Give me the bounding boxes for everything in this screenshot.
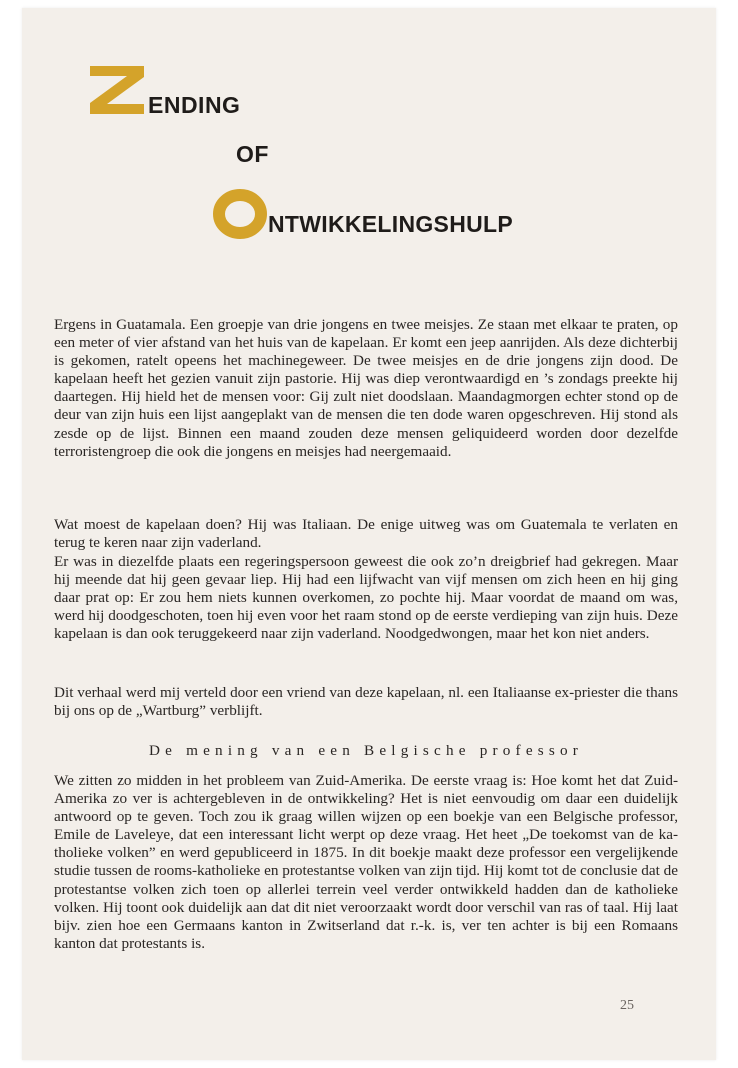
title-line-1: ENDING [148, 92, 241, 118]
paragraph-3: Er was in diezelfde plaats een regeringspersoon geweest die ook zo’n dreigbrief had gekregen. Maar hij meende dat hij geen gevaar liep. Hij had een lijfwacht van vijf mensen om zich heen en hij ging daar prat op: Er zou hem niets kunnen overkomen, zo pochte hij. Maar voordat de maand om was, werd hij doodgeschoten, toen hij even voor het raam stond op de eerste verdieping van zijn huis. Deze kapelaan is dan ook teruggekeerd naar zijn vaderland. Noodgedwongen, maar het kon niet anders. [54, 553, 678, 643]
title-line-3: NTWIKKELINGSHULP [268, 211, 514, 237]
paragraph-1: Ergens in Guatamala. Een groepje van drie jongens en twee meisjes. Ze staan met elkaar te praten, op een meter of vier afstand van het huis van de kapelaan. Er komt een jeep aanrijden. Als deze dichterbij is gekomen, ratelt opeens het machinegeweer. De twee meisjes en de drie jongens zijn dood. De kapelaan heeft het gezien vanuit zijn pastorie. Hij was diep verontwaardigd en ’s zondags preekte hij daartegen. Hij hield het de mensen voor: Gij zult niet doodslaan. Maandagmorgen echter stond op de deur van zijn huis een lijst aangeplakt van de mensen die ten dode waren opgeschreven. Hij stond als zesde op de lijst. Binnen een maand zouden deze mensen geliquideerd worden door dezelfde terroristengroep die ook die jongens en meisjes had neergemaaid. [54, 316, 678, 460]
paragraph-4: Dit verhaal werd mij verteld door een vriend van deze kapelaan, nl. een Italiaanse ex-priester die thans bij ons op de „Wartburg” verblijft. [54, 684, 678, 720]
paragraph-5: We zitten zo midden in het probleem van Zuid-Amerika. De eerste vraag is: Hoe komt het dat Zuid-Amerika zo ver is achtergebleven in de ontwikkeling? Het is niet eenvoudig om daar een duidelijk antwoord op te geven. Toch zou ik graag willen wijzen op een boekje van een Belgische professor, Emile de Laveleye, dat een interessant licht werpt op deze vraag. Het heet „De toekomst van de katholieke volken” en werd gepubliceerd in 1875. In dit boekje maakt deze professor een vergelijkende studie tussen de rooms-katholieke en protestantse volken van zijn tijd. Hij komt tot de conclusie dat de protestantse volken zich toen op allerlei terrein veel verder ontwikkeld hadden dan de katholieke volken. Hij toont ook duidelijk aan dat dit niet veroorzaakt wordt door verschil van ras of taal. Hij laat bijv. zien hoe een Germaans kanton in Zwitserland dat r.-k. is, ver ten achter is bij een Romaans kanton dat protestants is. [54, 772, 678, 952]
paragraph-2: Wat moest de kapelaan doen? Hij was Italiaan. De enige uitweg was om Guatemala te verlaten en terug te keren naar zijn vaderland. [54, 516, 678, 552]
title-initial-o [212, 188, 268, 240]
letter-o-shape [219, 195, 261, 233]
title-line-2: OF [236, 141, 269, 167]
letter-z-shape [90, 66, 144, 114]
title-initial-z [88, 64, 146, 116]
page [22, 8, 716, 1060]
page-number: 25 [620, 998, 634, 1013]
section-subheading: De mening van een Belgische professor [148, 742, 584, 759]
